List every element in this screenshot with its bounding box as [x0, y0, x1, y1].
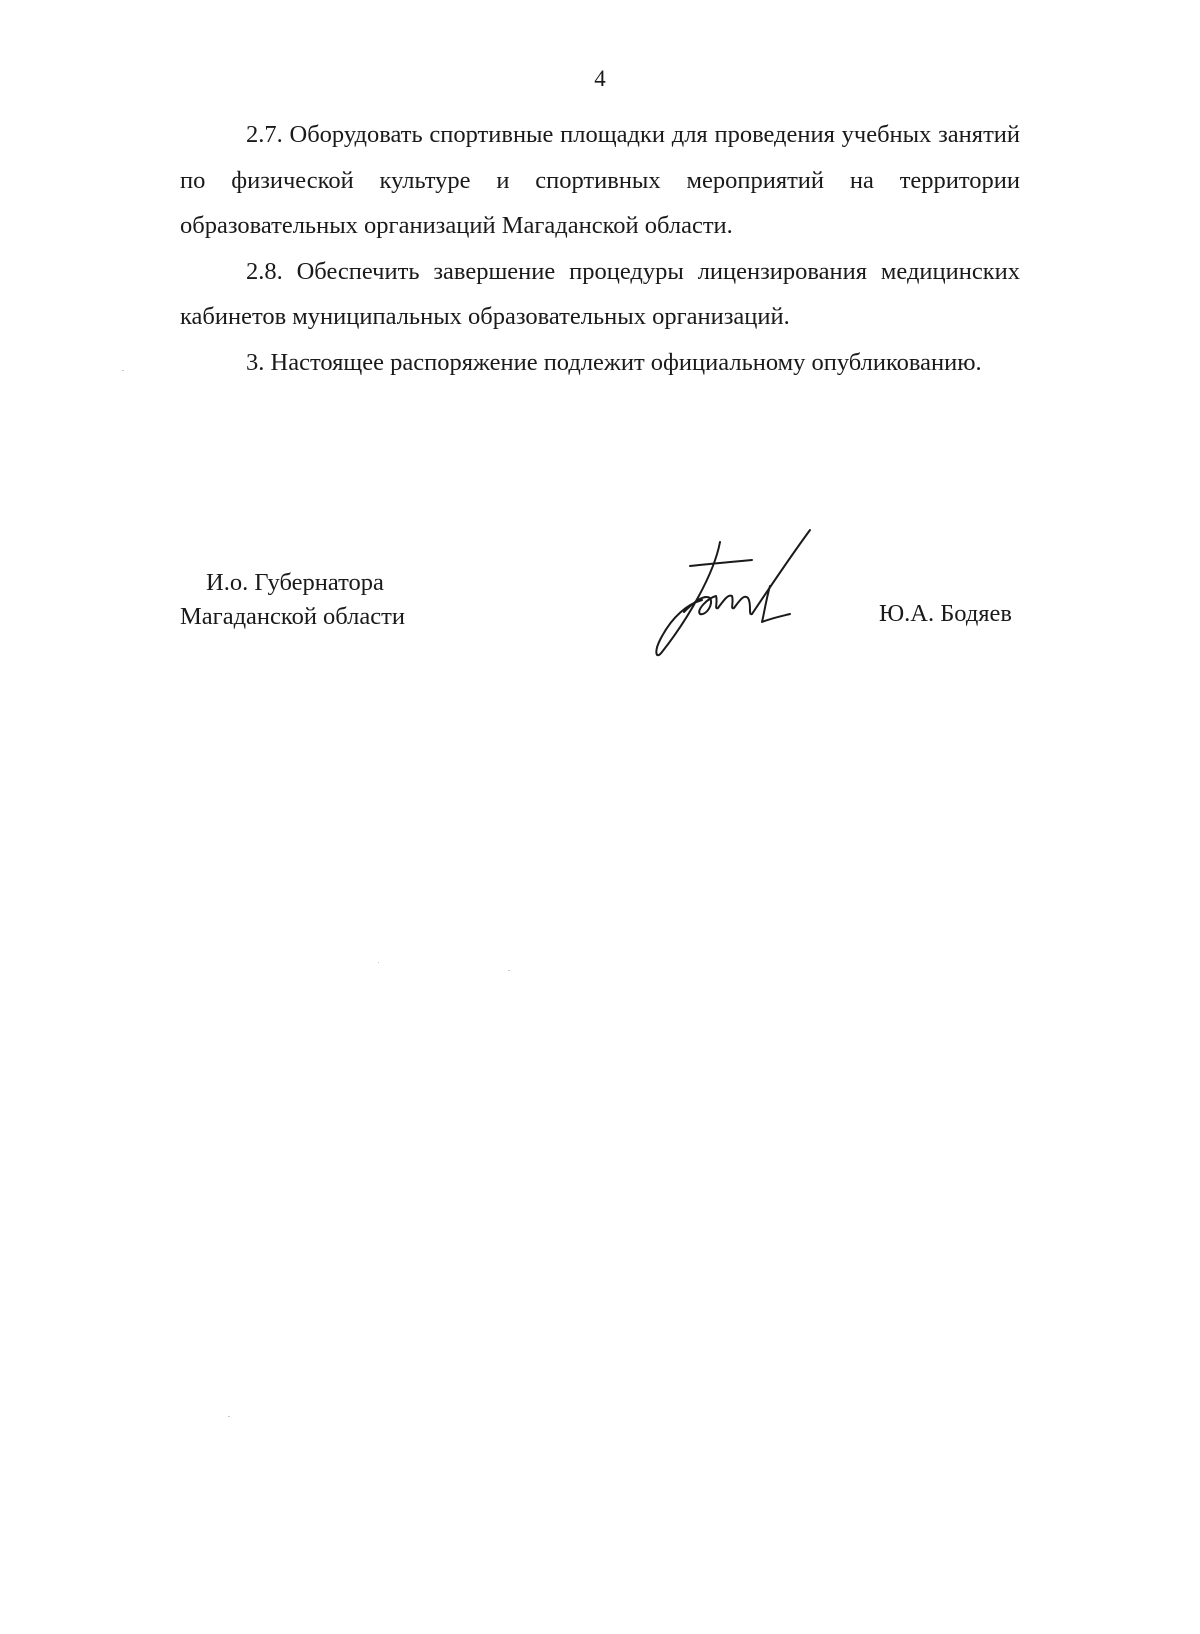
signatory-position — [180, 566, 405, 634]
scan-speck — [378, 962, 379, 963]
page-number: 4 — [594, 66, 606, 91]
document-body — [180, 112, 1020, 385]
paragraph-3: 3. Настоящее распоряжение подлежит официальному опубликованию. — [246, 348, 982, 376]
paragraph-2-8: 2.8. Обеспечить завершение процедуры лицензирования медицинских кабинетов муниципальных образовательных организаций. — [180, 257, 1020, 330]
signatory-name: Ю.А. Бодяев — [878, 600, 1012, 627]
handwritten-signature-icon — [648, 524, 828, 664]
scan-speck — [228, 1416, 230, 1417]
position-title: И.о. Губернатора — [206, 569, 384, 596]
scan-speck — [508, 970, 510, 971]
position-region: Магаданской области — [180, 603, 405, 630]
paragraph-2-7: 2.7. Оборудовать спортивные площадки для проведения учебных занятий по физической культуре и спортивных мероприятий на территории образовательных организаций Магаданской области. — [180, 121, 1020, 239]
scan-speck — [122, 370, 124, 371]
